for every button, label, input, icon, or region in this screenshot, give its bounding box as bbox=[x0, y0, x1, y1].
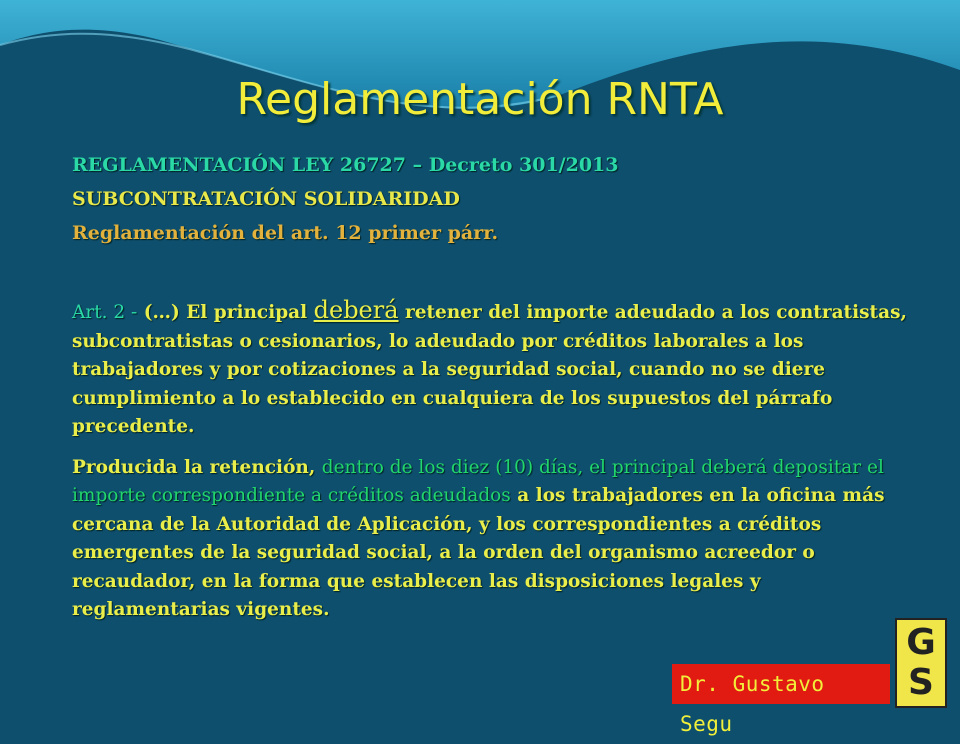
p1-text-a: (…) El principal bbox=[137, 302, 314, 323]
article-paragraph-2 bbox=[72, 454, 912, 625]
logo-letter-g: G bbox=[906, 622, 936, 663]
law-reference: REGLAMENTACIÓN LEY 26727 – Decreto 301/2013 bbox=[72, 154, 619, 176]
article-body bbox=[72, 296, 912, 625]
emphasis-debera: deberá bbox=[313, 296, 399, 324]
p2-text-a: Producida la retención, bbox=[72, 456, 322, 478]
logo-letter-s: S bbox=[908, 662, 934, 703]
p2-text-b: a los trabajadores en la oficina más cercana de la Autoridad de Aplicación, y los correspondientes a créditos emergentes de la seguridad social, a la orden del organismo acreedor o recaudador, en la forma que establecen las disposiciones legales y reglamentarias vigentes. bbox=[72, 485, 885, 620]
subsection-heading: Reglamentación del art. 12 primer párr. bbox=[72, 222, 499, 244]
p1-text-b: retener del importe adeudado a los contratistas, subcontratistas o cesionarios, lo adeudado por créditos laborales a los trabajadores y por cotizaciones a la seguridad social, cuando no se diere cumplimiento a lo establecido en cualquiera de los supuestos del párrafo precedente. bbox=[72, 302, 907, 437]
section-heading: SUBCONTRATACIÓN SOLIDARIDAD bbox=[72, 188, 460, 210]
article-paragraph-1 bbox=[72, 296, 912, 442]
slide-title: Reglamentación RNTA bbox=[236, 74, 724, 125]
gs-logo bbox=[895, 618, 947, 708]
p2-highlight: dentro de los diez (10) días, el principal deberá depositar el importe correspondiente a créditos adeudados bbox=[72, 456, 884, 506]
author-banner: Dr. Gustavo Segu bbox=[672, 664, 890, 704]
article-label: Art. 2 - bbox=[72, 302, 138, 323]
